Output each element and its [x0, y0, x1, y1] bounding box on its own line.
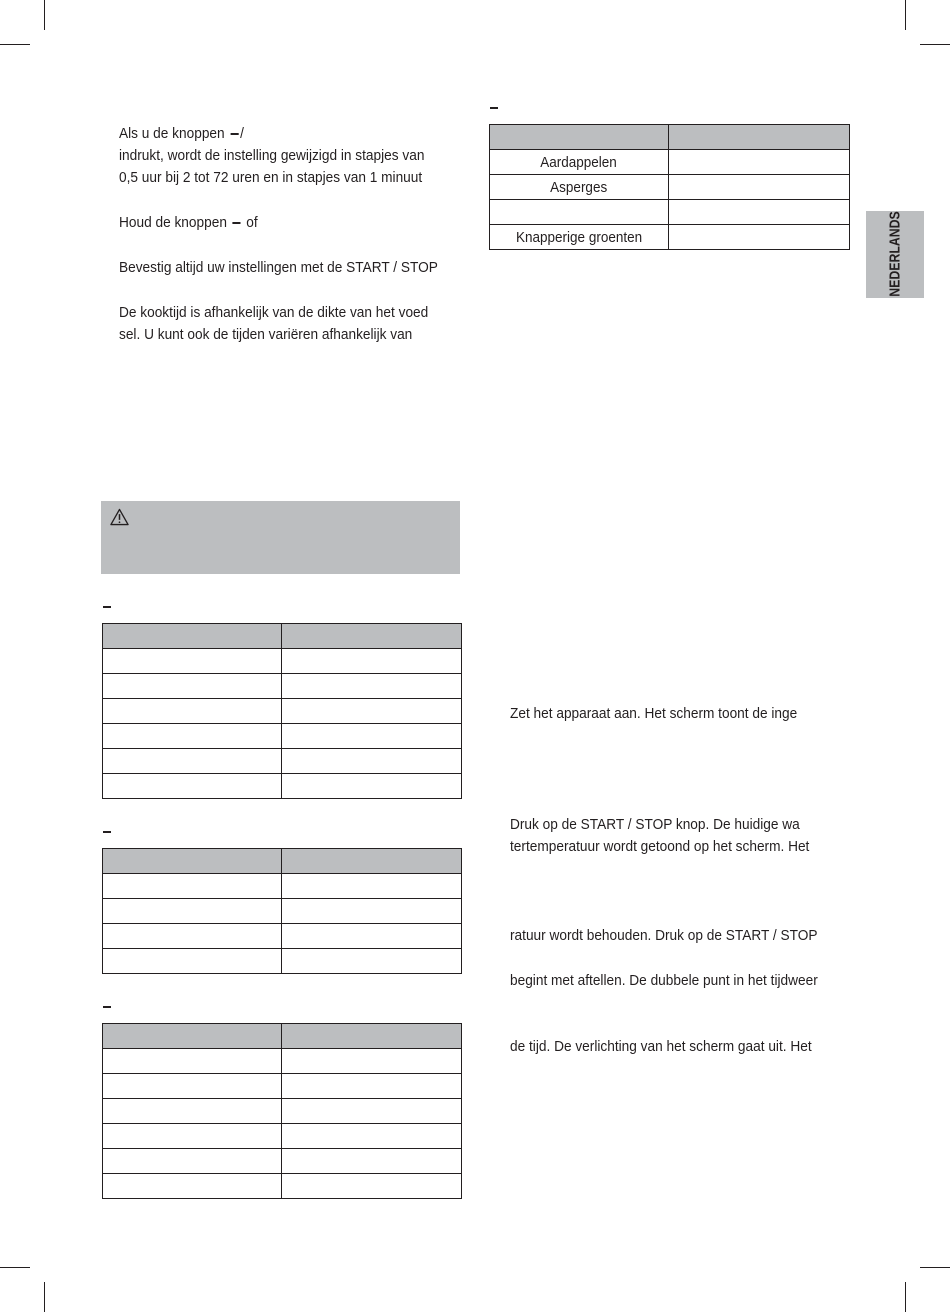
table-row	[103, 1174, 462, 1199]
table-header-row	[490, 125, 850, 150]
table-header-row	[103, 624, 462, 649]
minus-icon	[230, 133, 238, 135]
table-row	[103, 749, 462, 774]
table-row	[103, 1149, 462, 1174]
crop-mark-bottom-right-v	[905, 1282, 906, 1312]
step-line: de tijd. De verlichting van het scherm gaat uit. Het	[510, 1038, 812, 1055]
section-heading-dash	[103, 831, 111, 833]
step-line: Zet het apparaat aan. Het scherm toont de inge	[510, 705, 798, 722]
table-row	[103, 874, 462, 899]
paragraph-cooking-time-line2: sel. U kunt ook de tijden variëren afhankelijk van	[119, 326, 413, 343]
table-row	[490, 150, 850, 175]
minus-icon	[233, 222, 241, 224]
table-header-row	[103, 849, 462, 874]
step-line: tertemperatuur wordt getoond op het scherm. Het	[510, 838, 810, 855]
table-row	[103, 1124, 462, 1149]
table-header-cell	[282, 849, 462, 874]
paragraph-buttons-line2: indrukt, wordt de instelling gewijzigd in stapjes van	[119, 147, 425, 164]
table-row	[103, 1099, 462, 1124]
paragraph-hold-buttons: Houd de knoppen of	[119, 214, 258, 231]
language-tab	[866, 211, 924, 298]
crop-mark-top-right-h	[920, 44, 950, 45]
table-header-cell	[282, 1024, 462, 1049]
table-row	[103, 1049, 462, 1074]
vegetable-name: Knapperige groenten	[515, 228, 643, 246]
vegetable-name: Asperges	[550, 178, 608, 196]
crop-mark-top-left-h	[0, 44, 30, 45]
crop-mark-top-right-v	[905, 0, 906, 30]
section-heading-dash	[103, 1006, 111, 1008]
warning-triangle-icon	[110, 508, 129, 526]
paragraph-cooking-time-line1: De kooktijd is afhankelijk van de dikte van het voed	[119, 304, 429, 321]
warning-box	[101, 501, 460, 574]
step-line: ratuur wordt behouden. Druk op de START / STOP	[510, 927, 818, 944]
table-header-row	[103, 1024, 462, 1049]
table-header-cell	[103, 624, 282, 649]
settings-table-3	[102, 1023, 462, 1199]
vegetable-name: Aardappelen	[540, 153, 618, 171]
table-header-cell	[103, 1024, 282, 1049]
table-row	[490, 175, 850, 200]
table-row	[103, 924, 462, 949]
table-header-cell	[669, 125, 850, 150]
table-row	[490, 225, 850, 250]
paragraph-buttons-line3: 0,5 uur bij 2 tot 72 uren en in stapjes van 1 minuut	[119, 169, 423, 186]
table-header-cell	[103, 849, 282, 874]
crop-mark-bottom-right-h	[920, 1267, 950, 1268]
crop-mark-top-left-v	[44, 0, 45, 30]
table-row	[103, 674, 462, 699]
table-row	[103, 724, 462, 749]
section-heading-dash	[103, 606, 111, 608]
table-row	[103, 949, 462, 974]
step-line: Druk op de START / STOP knop. De huidige wa	[510, 816, 800, 833]
settings-table-2	[102, 848, 462, 974]
vegetable-table	[489, 124, 850, 250]
language-tab-label: NEDERLANDS	[886, 211, 904, 297]
table-row	[103, 774, 462, 799]
paragraph-confirm-settings: Bevestig altijd uw instellingen met de START / STOP	[119, 259, 438, 276]
section-heading-dash	[490, 107, 498, 109]
table-row	[103, 649, 462, 674]
table-row	[490, 200, 850, 225]
table-row	[103, 699, 462, 724]
step-line: begint met aftellen. De dubbele punt in het tijdweer	[510, 972, 818, 989]
crop-mark-bottom-left-v	[44, 1282, 45, 1312]
table-header-cell	[282, 624, 462, 649]
table-header-cell	[490, 125, 669, 150]
settings-table-1	[102, 623, 462, 799]
crop-mark-bottom-left-h	[0, 1267, 30, 1268]
table-row	[103, 1074, 462, 1099]
paragraph-buttons-line1: Als u de knoppen /	[119, 125, 244, 142]
table-row	[103, 899, 462, 924]
